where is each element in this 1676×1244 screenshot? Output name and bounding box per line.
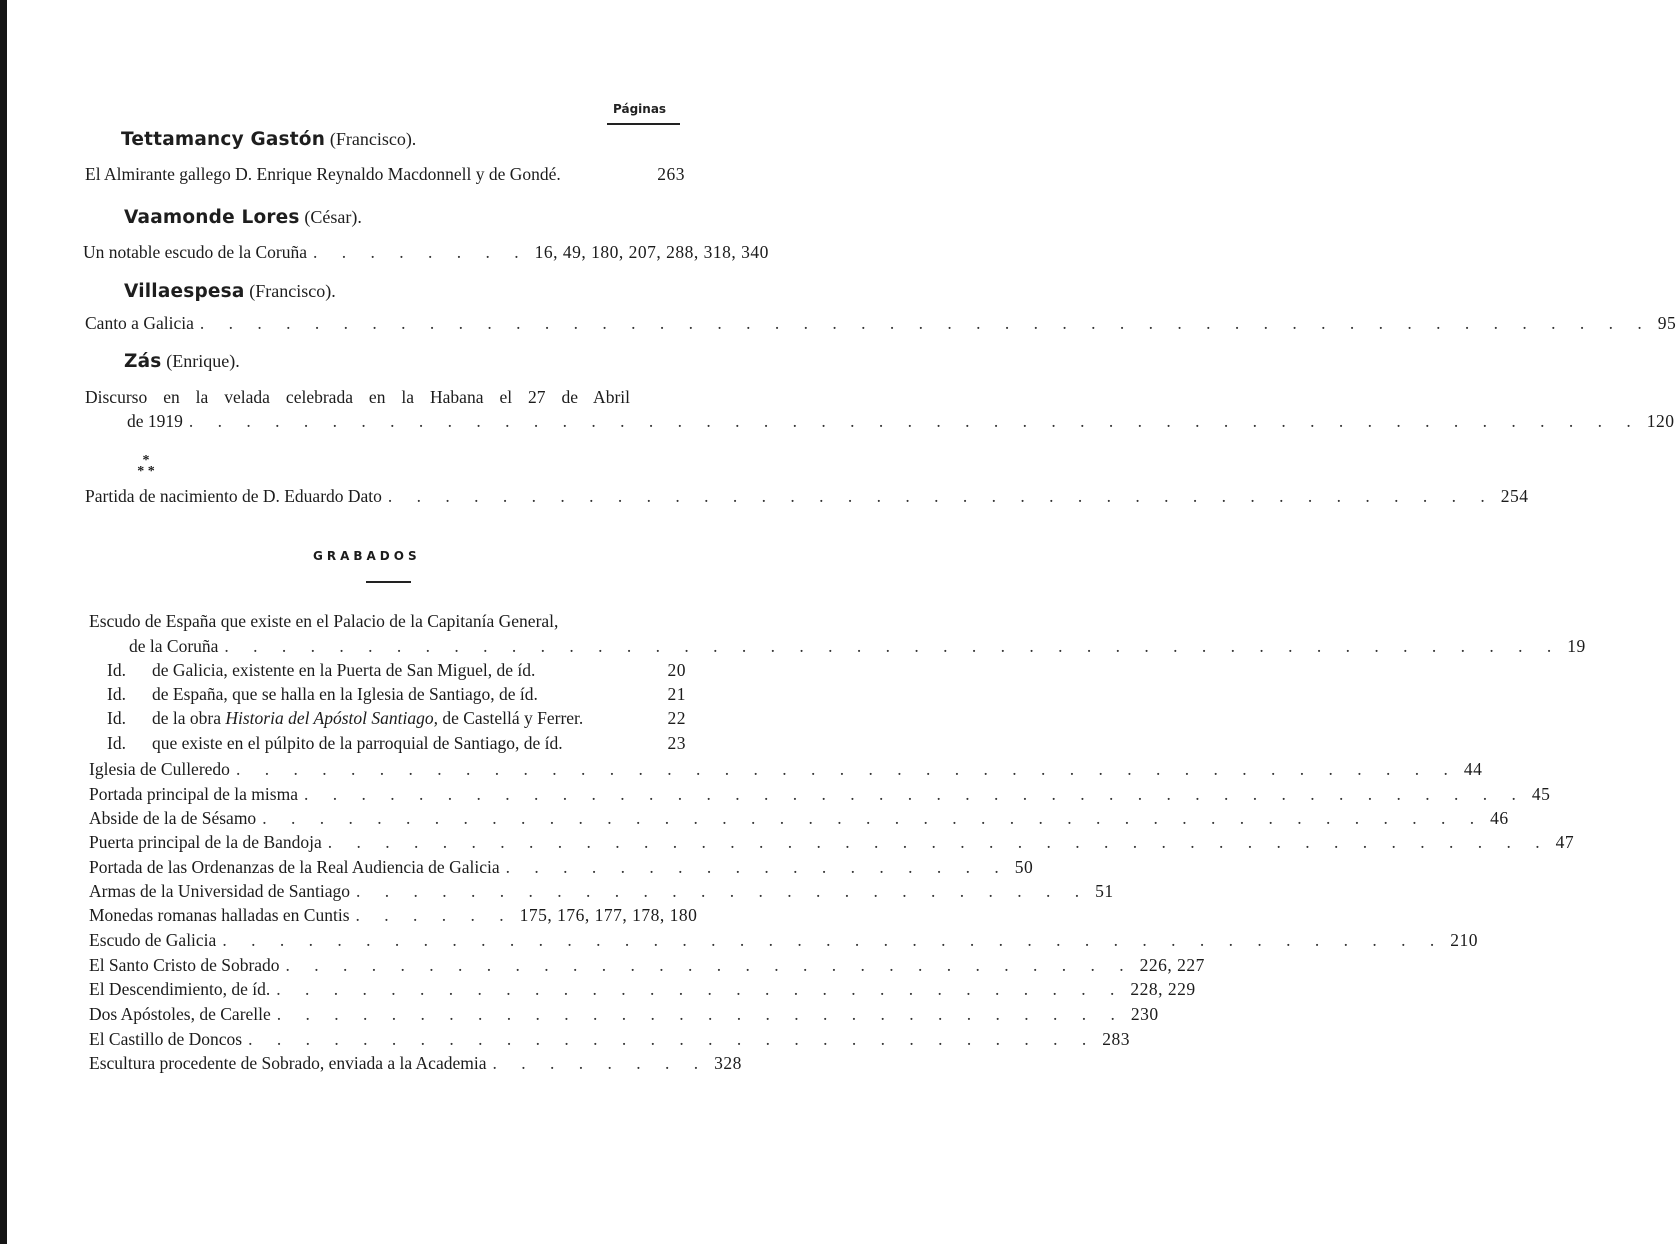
author-heading	[124, 281, 336, 303]
engraving-label: Armas de la Universidad de Santiago	[89, 881, 350, 901]
engraving-label-b: de Castellá y Ferrer.	[442, 708, 584, 728]
engraving-label-italic: Historia del Apóstol Santiago,	[225, 708, 438, 728]
engraving-pages: 47	[1555, 832, 1575, 852]
entry-title: Un notable escudo de la Coruña	[83, 242, 308, 262]
engraving-entry: El Santo Cristo de Sobrado . . . . . . . . . . . . . . . . . . . . . . . . . . . . . . 226, 227	[89, 955, 1205, 975]
engraving-entry: Dos Apóstoles, de Carelle . . . . . . . . . . . . . . . . . . . . . . . . . . . . . . 230	[89, 1004, 1159, 1024]
engraving-label: El Castillo de Doncos	[89, 1029, 243, 1049]
engraving-label: El Descendimiento, de íd.	[89, 979, 271, 999]
author-heading	[124, 207, 362, 229]
engraving-pages: 175, 176, 177, 178, 180	[519, 905, 698, 925]
column-header-paginas: Páginas	[613, 102, 667, 116]
entry-title: El Almirante gallego D. Enrique Reynaldo Macdonnell y de Gondé.	[85, 164, 561, 184]
engraving-entry: Puerta principal de la de Bandoja . . . . . . . . . . . . . . . . . . . . . . . . . . . . . . . . . . . . . . . . . . . 47	[89, 832, 1575, 852]
index-entry: Partida de nacimiento de D. Eduardo Dato . . . . . . . . . . . . . . . . . . . . . . . . . . . . . . . . . . . . . . . 254	[85, 486, 1529, 506]
engraving-pages: 230	[1130, 1004, 1159, 1024]
engraving-pages: 45	[1531, 784, 1551, 804]
engraving-label: Abside de la de Sésamo	[89, 808, 257, 828]
engraving-entry: Escudo de Galicia . . . . . . . . . . . . . . . . . . . . . . . . . . . . . . . . . . . . . . . . . . . 210	[89, 930, 1478, 950]
author-surname: Tettamancy Gastón	[121, 129, 326, 150]
engraving-entry: Monedas romanas halladas en Cuntis . . . . . . 175, 176, 177, 178, 180	[89, 905, 698, 925]
section-heading: GRABADOS	[313, 549, 421, 563]
engraving-entry	[107, 706, 686, 730]
entry-title: Partida de nacimiento de D. Eduardo Dato	[85, 486, 382, 506]
author-surname: Zás	[124, 351, 162, 372]
entry-title-line: Discurso en la velada celebrada en la Habana el 27 de Abril	[85, 387, 630, 407]
engraving-pages: 19	[1567, 636, 1586, 656]
engraving-pages: 51	[1095, 881, 1114, 901]
engraving-entry	[107, 731, 686, 755]
engraving-pages: 226, 227	[1139, 955, 1205, 975]
author-surname: Vaamonde Lores	[124, 207, 300, 228]
engraving-title-line: Escudo de España que existe en el Palacio de la Capitanía General,	[89, 611, 559, 631]
engraving-entry: Portada de las Ordenanzas de la Real Audiencia de Galicia . . . . . . . . . . . . . . . . . . 50	[89, 857, 1034, 877]
engraving-entry: El Castillo de Doncos . . . . . . . . . . . . . . . . . . . . . . . . . . . . . . 283	[89, 1029, 1130, 1049]
entry-title: Canto a Galicia	[85, 313, 194, 333]
entry-title: de 1919	[127, 411, 183, 431]
id-prefix: Id.	[107, 708, 126, 728]
engraving-entry	[107, 658, 686, 682]
section-rule	[366, 581, 411, 583]
engraving-pages: 283	[1102, 1029, 1130, 1049]
engraving-pages: 23	[667, 733, 686, 753]
author-heading	[124, 351, 240, 373]
id-prefix: Id.	[107, 660, 126, 680]
engraving-pages: 328	[714, 1053, 742, 1073]
engraving-pages: 50	[1014, 857, 1034, 877]
engraving-entry: El Descendimiento, de íd. . . . . . . . . . . . . . . . . . . . . . . . . . . . . . . 228, 229	[89, 979, 1196, 999]
engraving-pages: 228, 229	[1130, 979, 1196, 999]
asterism-bottom: * *	[137, 464, 155, 479]
author-heading	[121, 129, 416, 151]
id-prefix: Id.	[107, 733, 126, 753]
engraving-label: Monedas romanas halladas en Cuntis	[89, 905, 350, 925]
asterism	[124, 455, 168, 477]
author-given-name: (Francisco).	[329, 129, 417, 149]
engraving-pages: 210	[1450, 930, 1478, 950]
engraving-label: Puerta principal de la de Bandoja	[89, 832, 322, 852]
index-entry: Canto a Galicia . . . . . . . . . . . . . . . . . . . . . . . . . . . . . . . . . . . . . . . . . . . . . . . . . . . 95	[85, 313, 1676, 333]
engraving-label: de la Coruña	[129, 636, 219, 656]
engraving-entry: Escultura procedente de Sobrado, enviada a la Academia . . . . . . . . 328	[89, 1053, 742, 1073]
author-given-name: (César).	[304, 207, 362, 227]
engraving-label-a: de la obra	[152, 708, 221, 728]
asterism-top: *	[142, 453, 150, 468]
engraving-label: de Galicia, existente en la Puerta de San Miguel, de íd.	[152, 660, 536, 680]
engraving-label: que existe en el púlpito de la parroquial de Santiago, de íd.	[152, 733, 563, 753]
id-prefix: Id.	[107, 684, 126, 704]
engraving-entry	[107, 682, 686, 706]
engraving-label: de España, que se halla en la Iglesia de Santiago, de íd.	[152, 684, 538, 704]
author-given-name: (Enrique).	[166, 351, 240, 371]
engraving-pages: 22	[667, 708, 686, 728]
engraving-label: Portada principal de la misma	[89, 784, 298, 804]
engraving-pages: 44	[1463, 759, 1483, 779]
scan-left-edge	[0, 0, 7, 1244]
entry-pages: 16, 49, 180, 207, 288, 318, 340	[534, 242, 769, 262]
engraving-entry: Abside de la de Sésamo . . . . . . . . . . . . . . . . . . . . . . . . . . . . . . . . . . . . . . . . . . . 46	[89, 808, 1509, 828]
engraving-label: Dos Apóstoles, de Carelle	[89, 1004, 271, 1024]
engraving-label: Portada de las Ordenanzas de la Real Audiencia de Galicia	[89, 857, 500, 877]
engraving-pages: 46	[1490, 808, 1509, 828]
entry-pages: 263	[657, 164, 685, 184]
engraving-label: Escultura procedente de Sobrado, enviada a la Academia	[89, 1053, 487, 1073]
engraving-pages: 21	[667, 684, 686, 704]
entry-pages: 120	[1646, 411, 1675, 431]
engraving-entry: Iglesia de Culleredo . . . . . . . . . . . . . . . . . . . . . . . . . . . . . . . . . . . . . . . . . . . 44	[89, 759, 1483, 779]
index-entry: de 1919 . . . . . . . . . . . . . . . . . . . . . . . . . . . . . . . . . . . . . . . . . . . . . . . . . . . 120	[127, 411, 1675, 431]
engraving-entry: de la Coruña . . . . . . . . . . . . . . . . . . . . . . . . . . . . . . . . . . . . . . . . . . . . . . . 19	[129, 636, 1586, 656]
author-given-name: (Francisco).	[249, 281, 336, 301]
entry-pages: 95	[1657, 313, 1676, 333]
author-surname: Villaespesa	[124, 281, 245, 302]
engraving-pages: 20	[667, 660, 686, 680]
index-entry: Un notable escudo de la Coruña . . . . . . . . 16, 49, 180, 207, 288, 318, 340	[83, 242, 769, 262]
header-rule	[607, 123, 680, 125]
engraving-label: El Santo Cristo de Sobrado	[89, 955, 280, 975]
engraving-entry: Armas de la Universidad de Santiago . . . . . . . . . . . . . . . . . . . . . . . . . . 51	[89, 881, 1114, 901]
engraving-label: Iglesia de Culleredo	[89, 759, 230, 779]
entry-pages: 254	[1500, 486, 1529, 506]
engraving-label: Escudo de Galicia	[89, 930, 217, 950]
engraving-entry: Portada principal de la misma . . . . . . . . . . . . . . . . . . . . . . . . . . . . . . . . . . . . . . . . . . . 45	[89, 784, 1551, 804]
index-entry	[85, 162, 685, 186]
